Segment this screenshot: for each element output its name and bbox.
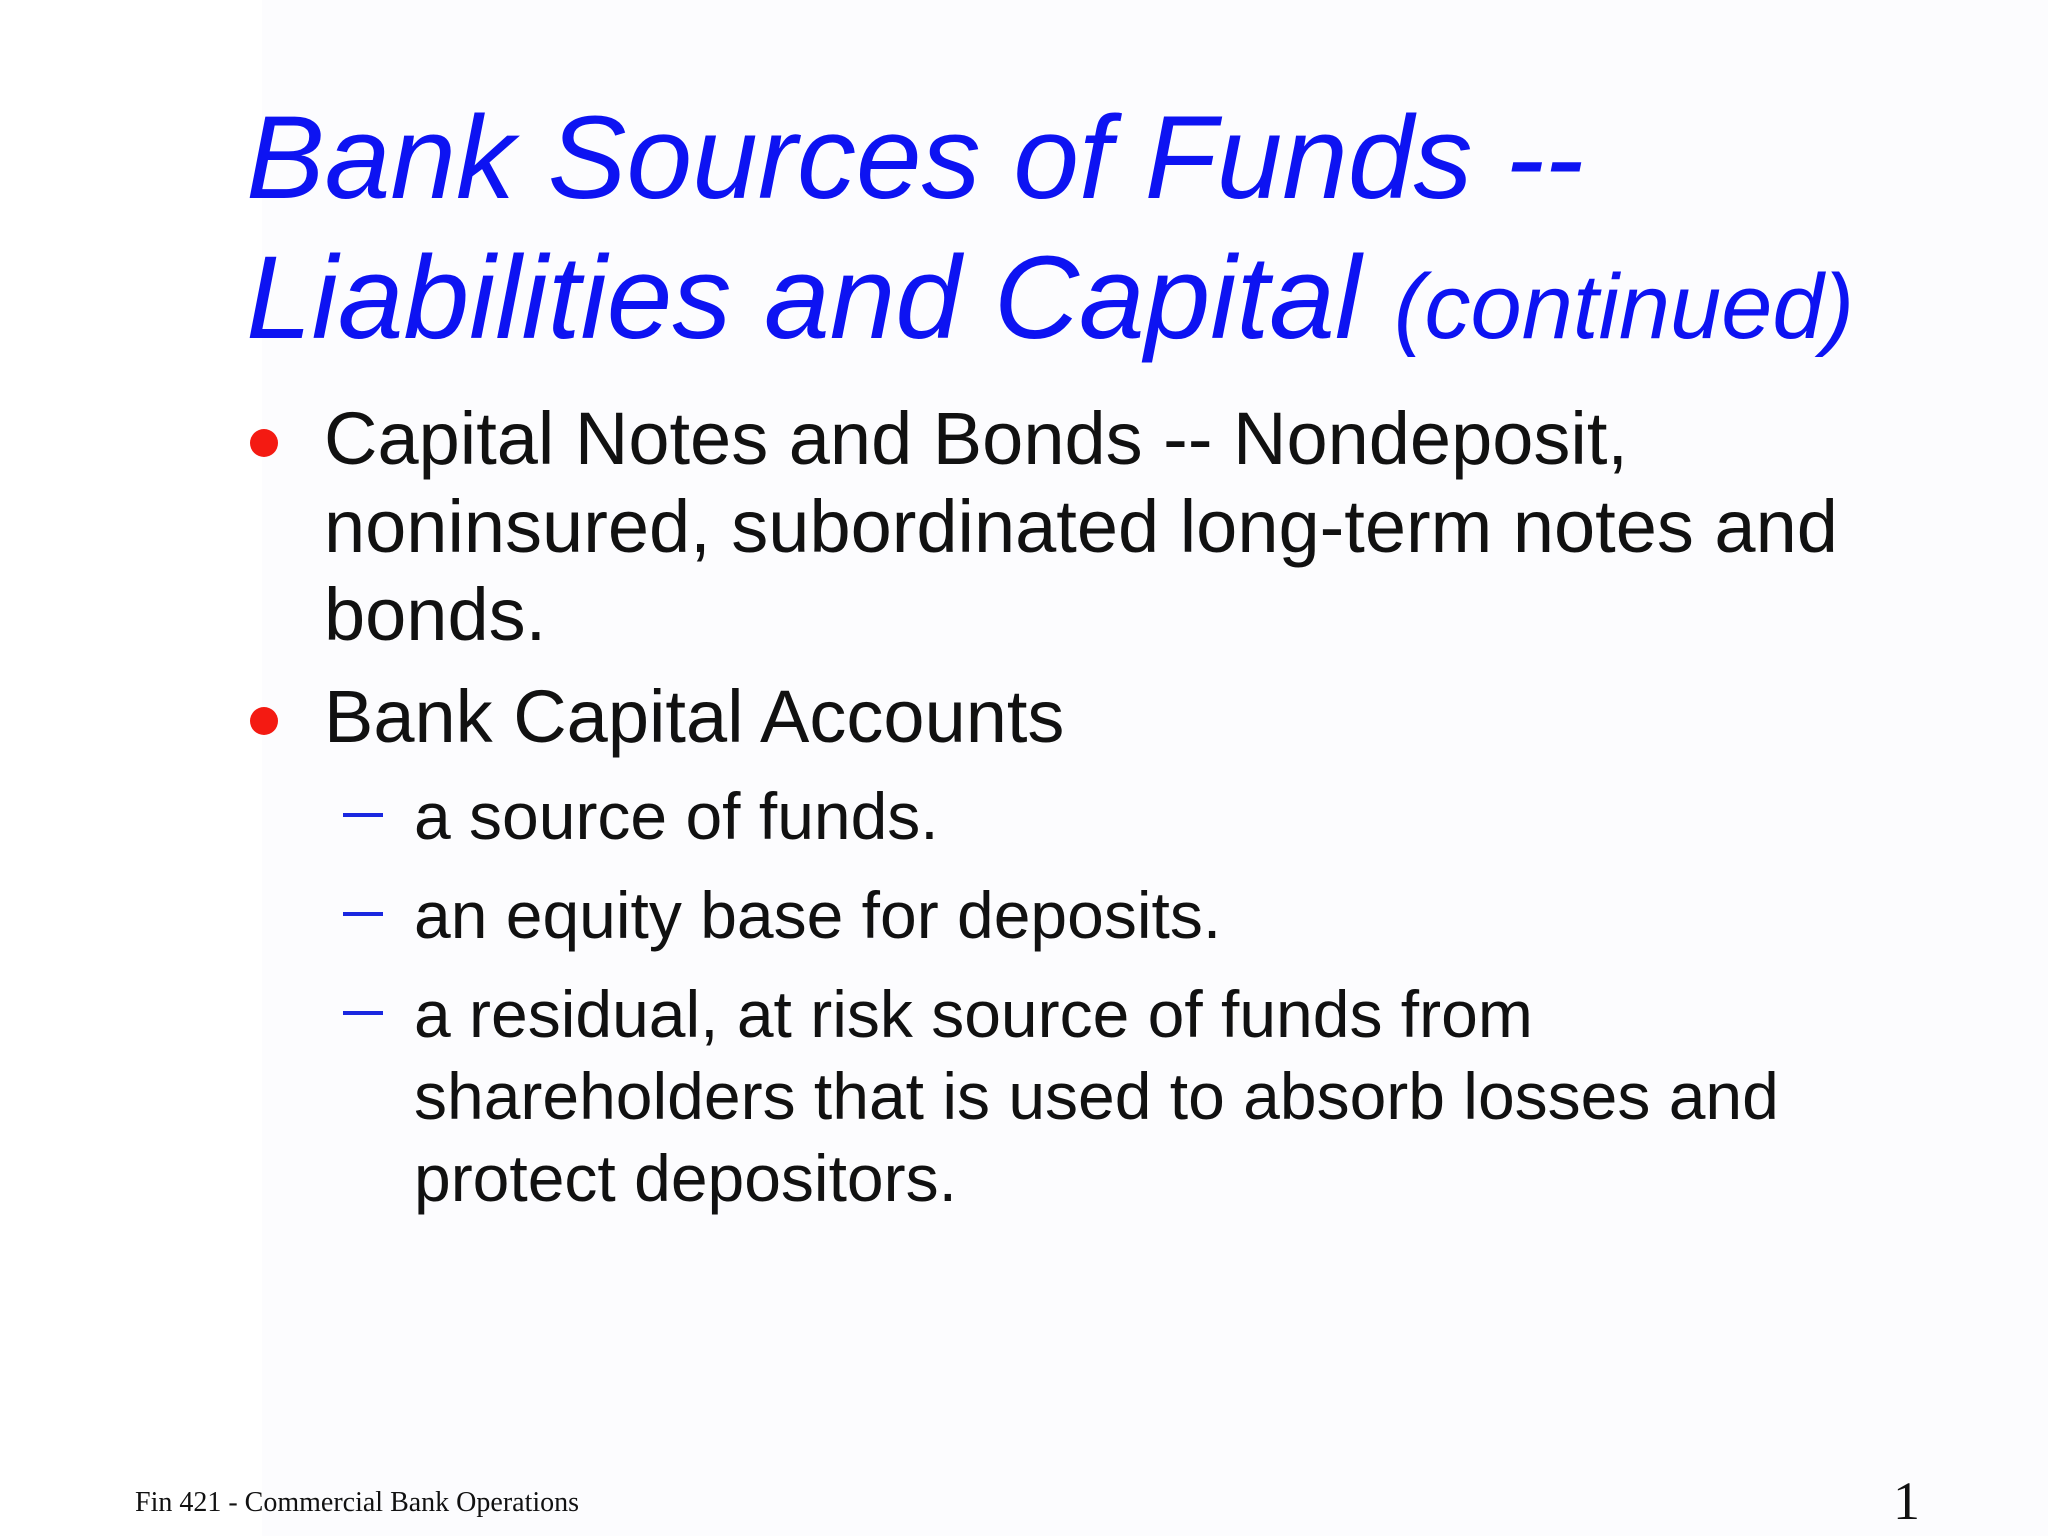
page-number: 1	[1893, 1471, 1920, 1531]
bullet-dot-icon	[250, 429, 278, 457]
title-line-1: Bank Sources of Funds --	[246, 92, 1584, 224]
bullet-text: Bank Capital Accounts	[324, 675, 1065, 758]
bullet-dot-icon	[250, 707, 278, 735]
title-line-2-main: Liabilities and Capital	[246, 232, 1362, 364]
sub-bullet-text: an equity base for deposits.	[414, 878, 1222, 952]
title-line-2	[246, 228, 1946, 377]
dash-icon	[343, 912, 383, 916]
bullet-list	[246, 395, 1886, 1236]
sub-bullet-item	[246, 874, 1886, 956]
bullet-item-capital-notes	[246, 395, 1886, 659]
sub-bullet-text: a source of funds.	[414, 779, 939, 853]
sub-bullet-item	[246, 775, 1886, 857]
footer-course-title: Fin 421 - Commercial Bank Operations	[135, 1487, 580, 1518]
bullet-text: Capital Notes and Bonds -- Nondeposit, noninsured, subordinated long-term notes and bonds.	[324, 397, 1838, 656]
slide-title	[246, 88, 1946, 377]
bullet-item-bank-capital	[246, 673, 1886, 761]
title-continued: (continued)	[1393, 256, 1855, 358]
sub-bullet-text: a residual, at risk source of funds from shareholders that is used to absorb losses and protect depositors.	[414, 977, 1779, 1215]
sub-bullet-item	[246, 973, 1886, 1219]
dash-icon	[343, 813, 383, 817]
dash-icon	[343, 1011, 383, 1015]
